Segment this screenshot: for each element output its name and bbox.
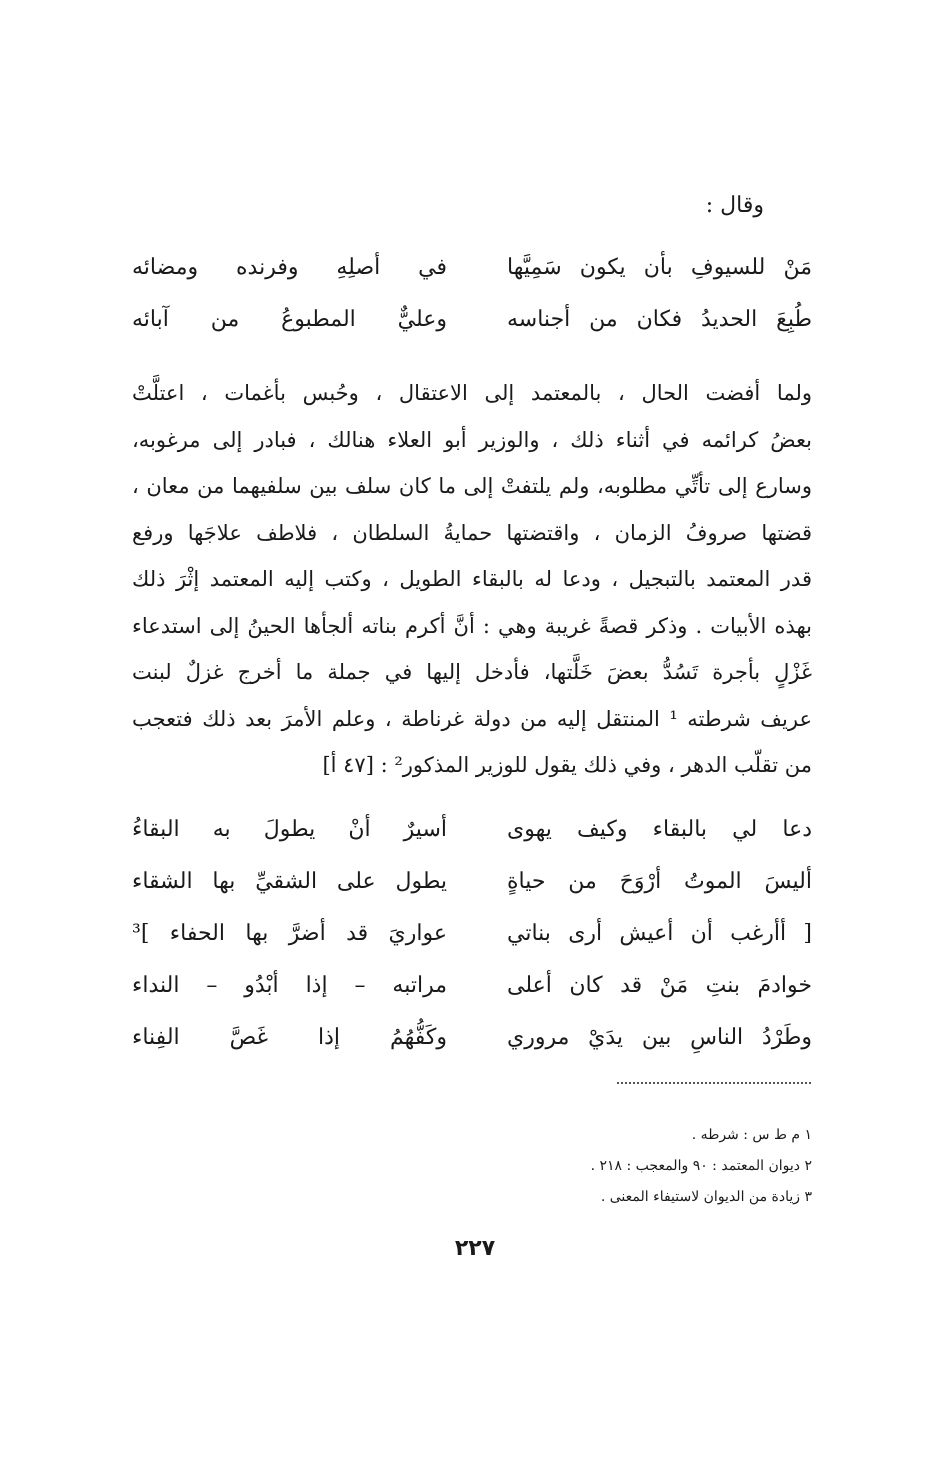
- verse-first-hemistich: طُبِعَ الحديدُ فكان من أجناسه: [507, 307, 812, 332]
- intro-line: وقال :: [705, 193, 764, 218]
- prose-line: قدر المعتمد بالتبجيل ، ودعا له بالبقاء الطويل ، وكتب إليه المعتمد إثْرَ ذلك: [132, 567, 812, 591]
- verse-line: [132, 1012, 812, 1064]
- prose-line: ولما أفضت الحال ، بالمعتمد إلى الاعتقال ، وحُبس بأغمات ، اعتلَّتْ: [132, 381, 812, 405]
- prose-line: بهذه الأبيات . وذكر قصةً غريبة وهي : أنَّ أكرم بناته ألجأها الحينُ إلى استدعاء: [132, 613, 812, 638]
- verse-line: [132, 804, 812, 856]
- verse-second-hemistich: عواريَ قد أضرَّ بها الحفاء ]³: [132, 921, 447, 946]
- prose-line: من تقلّب الدهر ، وفي ذلك يقول للوزير المذكور² : [٤٧ أ]: [322, 753, 812, 777]
- prose-line: بعضُ كرائمه في أثناء ذلك ، والوزير أبو العلاء هنالك ، فبادر إلى مرغوبه،: [132, 427, 812, 452]
- verse-second-hemistich: يطول على الشقيِّ بها الشقاء: [132, 869, 447, 894]
- footnote-divider: [617, 1082, 811, 1084]
- verse-first-hemistich: خوادمَ بنتِ مَنْ قد كان أعلى: [507, 973, 812, 998]
- verse-first-hemistich: دعا لي بالبقاء وكيف يهوى: [507, 817, 812, 842]
- verse-first-hemistich: [ أأرغب أن أعيش أرى بناتي: [507, 921, 812, 946]
- footnote: ١ م ط س : شرطه .: [691, 1127, 812, 1143]
- verse-first-hemistich: أليسَ الموتُ أرْوَحَ من حياةٍ: [507, 869, 812, 894]
- prose-line: قضتها صروفُ الزمان ، واقتضتها حمايةُ السلطان ، فلاطف علاجَها ورفع: [132, 520, 812, 545]
- verse-second-hemistich: وكَفُّهُمُ إذا غَصَّ الفِناء: [132, 1025, 447, 1050]
- verse-line: [132, 960, 812, 1012]
- verse-line: [132, 294, 812, 346]
- verse-second-hemistich: في أصلِهِ وفرنده ومضائه: [132, 255, 447, 280]
- verse-first-hemistich: وطَرْدُ الناسِ بين يدَيْ مروري: [507, 1025, 812, 1050]
- footnote: ٢ ديوان المعتمد : ٩٠ والمعجب : ٢١٨ .: [590, 1158, 812, 1174]
- verse-second-hemistich: وعليٌّ المطبوعُ من آبائه: [132, 307, 447, 332]
- verse-second-hemistich: أسيرٌ أنْ يطولَ به البقاءُ: [132, 817, 447, 842]
- prose-line: عريف شرطته ¹ المنتقل إليه من دولة غرناطة ، وعلم الأمرَ بعد ذلك فتعجب: [132, 706, 812, 731]
- verse-second-hemistich: مراتبه – إذا أبْدُو – النداء: [132, 973, 447, 998]
- page-number: ٢٢٧: [454, 1236, 496, 1261]
- verse-first-hemistich: مَنْ للسيوفِ بأن يكون سَمِيَّها: [507, 255, 812, 280]
- verse-line: [132, 242, 812, 294]
- prose-line: غَزْلٍ بأجرة تَسُدُّ بعضَ خَلَّتها، فأدخل إليها في جملة ما أخرج غزلٌ لبنت: [132, 660, 812, 684]
- footnote: ٣ زيادة من الديوان لاستيفاء المعنى .: [600, 1189, 812, 1205]
- footnotes-list: [412, 1120, 812, 1213]
- verse-line: [132, 908, 812, 960]
- verse-line: [132, 856, 812, 908]
- prose-paragraph: [132, 370, 812, 789]
- prose-line: وسارع إلى تأتِّي مطلوبه، ولم يلتفتْ إلى ما كان سلف بين سلفيهما من معان ،: [132, 474, 812, 498]
